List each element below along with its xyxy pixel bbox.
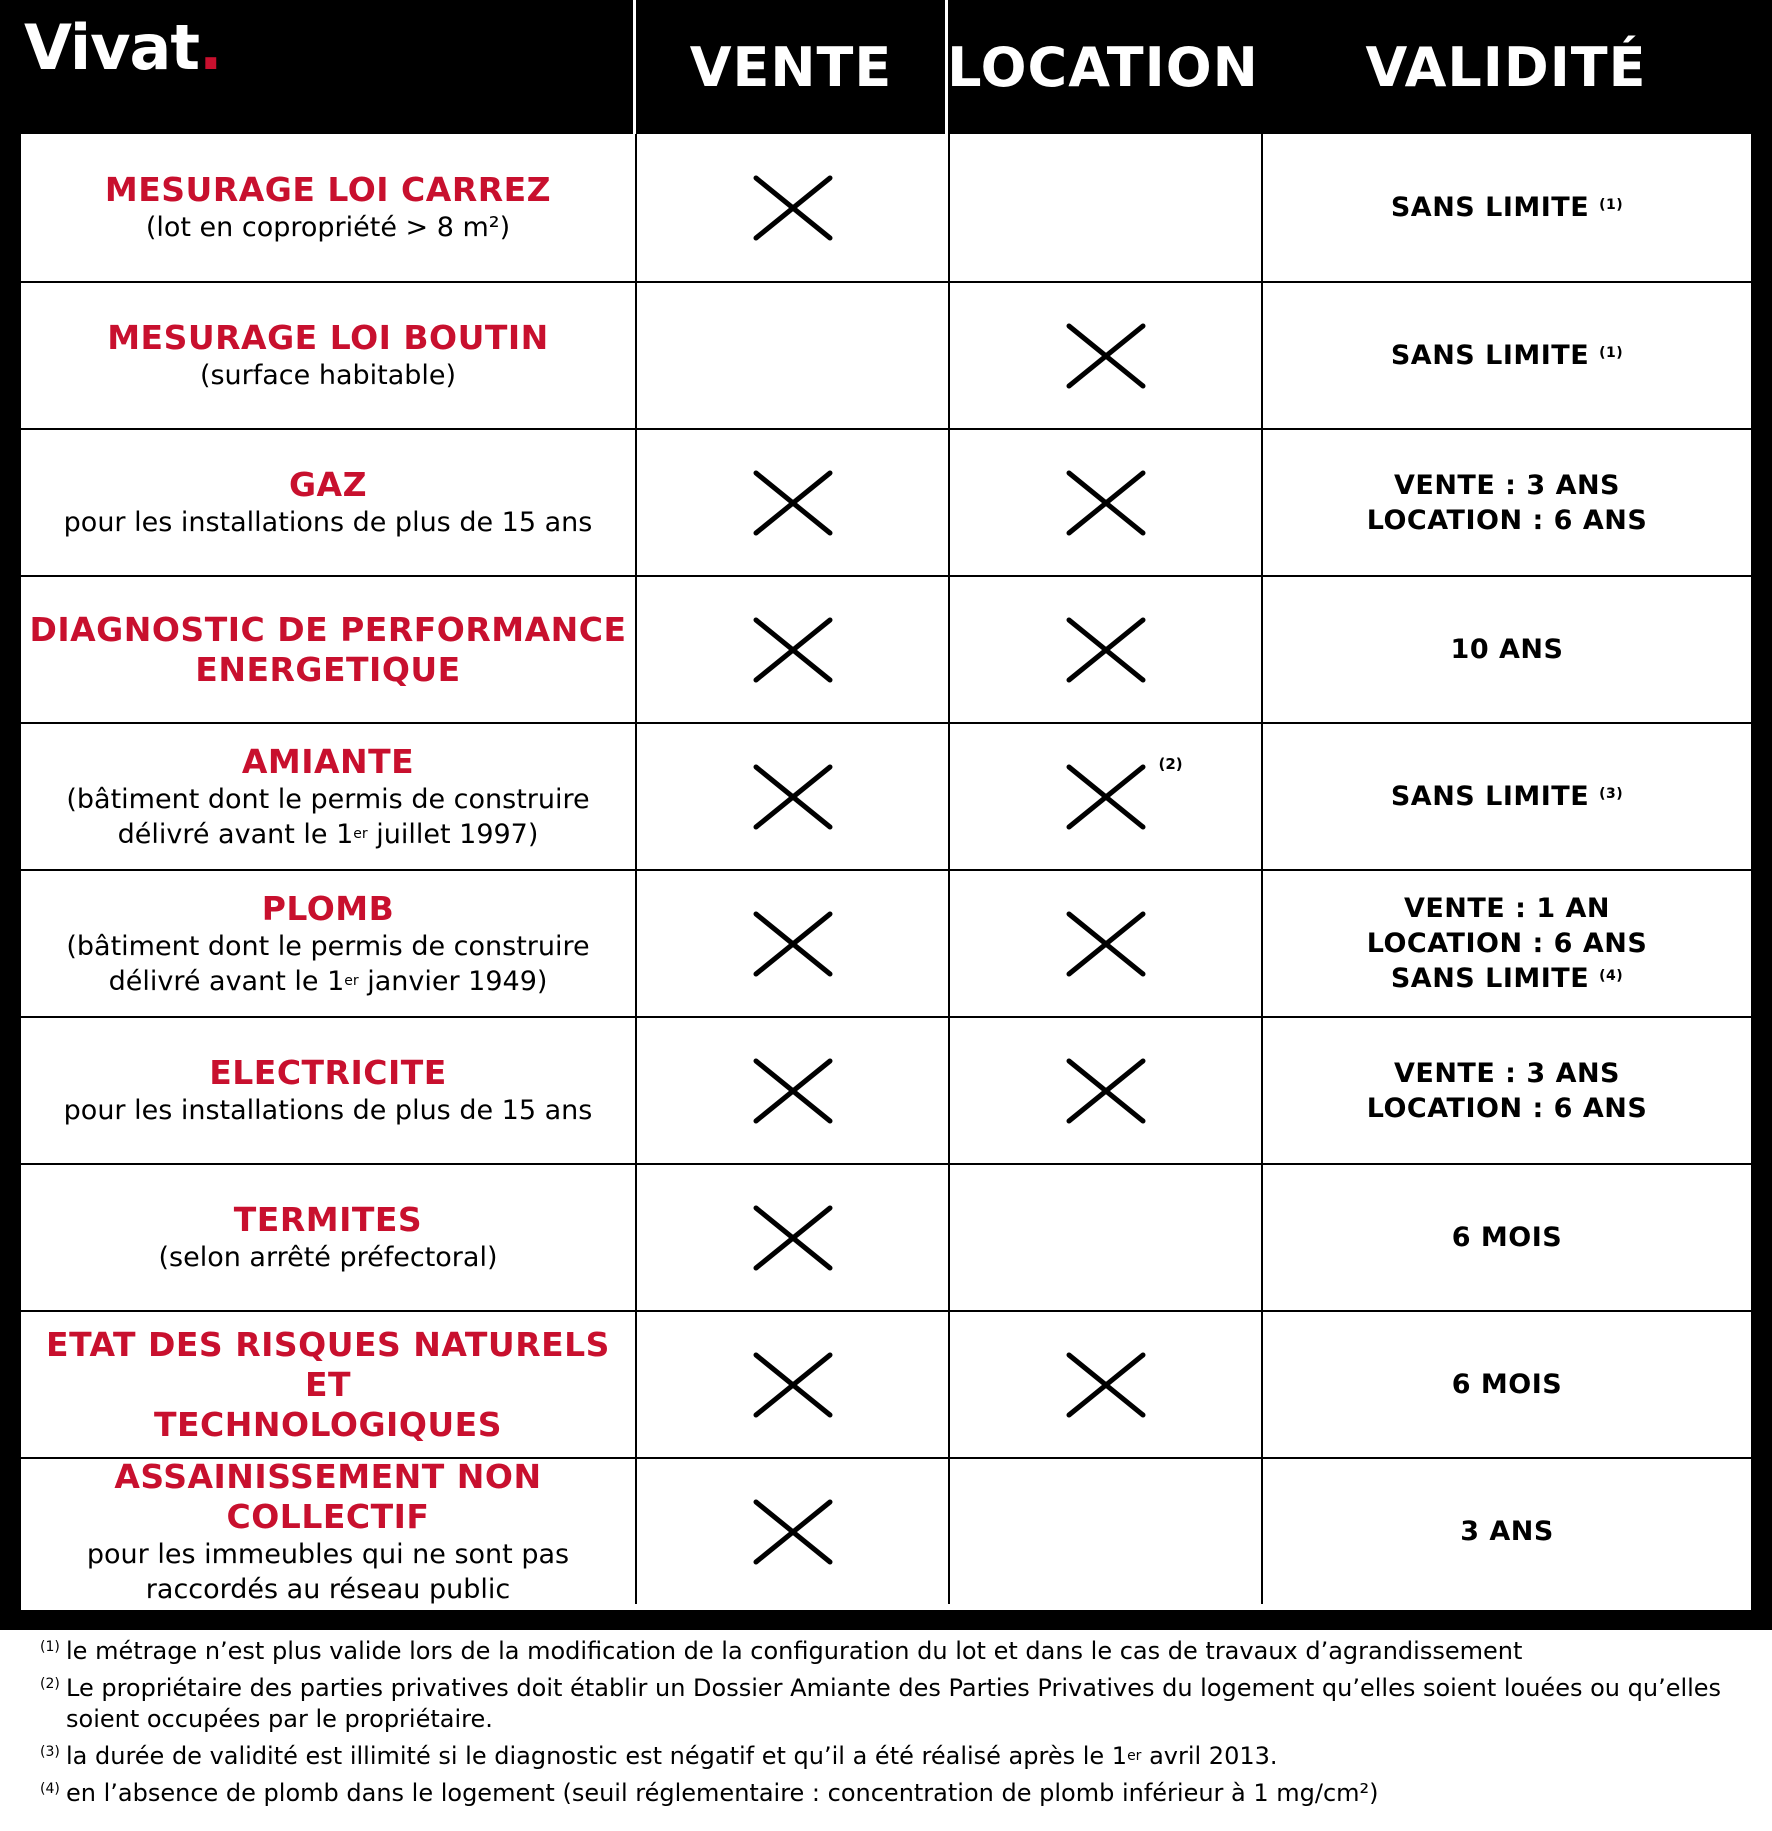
validity-text: SANS LIMITE: [1390, 963, 1590, 994]
table-row: [21, 1457, 1751, 1604]
diagnostic-subtitle-line2: [109, 964, 548, 999]
header-vente-label: VENTE: [689, 35, 893, 99]
logo-dot: .: [199, 11, 222, 84]
location-cell: [948, 1459, 1261, 1604]
diagnostic-title-line2: TECHNOLOGIQUES: [154, 1404, 502, 1444]
vente-cell: [635, 1459, 948, 1604]
validity-text: VENTE : 3 ANS: [1393, 1057, 1621, 1089]
validity-text: SANS LIMITE: [1390, 340, 1590, 371]
validity-line: [1367, 926, 1648, 961]
validity-cell: [1261, 1165, 1751, 1310]
table-row: [21, 1016, 1751, 1163]
footnote-text: en l’absence de plomb dans le logement (seuil réglementaire : concentration de plomb inférieur à 1 mg/cm²): [66, 1779, 1379, 1807]
validity-cell: [1261, 1018, 1751, 1163]
vente-cell: [635, 724, 948, 869]
header-location-label: LOCATION: [947, 35, 1259, 99]
vente-cell: [635, 430, 948, 575]
table-row: [21, 428, 1751, 575]
diagnostic-title: MESURAGE LOI CARREZ: [104, 170, 552, 209]
location-cell: [948, 430, 1261, 575]
table-row: [21, 1163, 1751, 1310]
diagnostic-cell: [21, 871, 635, 1016]
diagnostic-title: GAZ: [288, 465, 368, 504]
validity-line: [1394, 1056, 1620, 1091]
footnote-number: (3): [40, 1744, 60, 1760]
table-row: [21, 1310, 1751, 1457]
validity-cell: [1261, 430, 1751, 575]
vente-cell: [635, 134, 948, 281]
diagnostic-cell: [21, 134, 635, 281]
validity-line: [1460, 1514, 1554, 1549]
diagnostic-cell: [21, 1165, 635, 1310]
diagnostic-subtitle: (selon arrêté préfectoral): [158, 1242, 498, 1273]
footnote-number: (2): [40, 1676, 60, 1692]
cross-mark-icon: [1065, 1351, 1147, 1419]
header-validite-label: VALIDITÉ: [1365, 35, 1647, 99]
validity-line: [1394, 468, 1620, 503]
ordinal-superscript: er: [1127, 1748, 1142, 1764]
location-cell: [948, 577, 1261, 722]
location-cell: [948, 1165, 1261, 1310]
diagnostic-cell: [21, 1018, 635, 1163]
validity-text: 6 MOIS: [1451, 1222, 1563, 1253]
footnote-ref: (4): [1599, 968, 1624, 984]
diagnostic-subtitle-line2: [118, 817, 539, 852]
footnote-ref: (1): [1599, 345, 1624, 361]
table-row: [21, 134, 1751, 281]
location-cell: [948, 871, 1261, 1016]
logo-text: Vivat: [24, 11, 200, 84]
validity-text: 6 MOIS: [1451, 1369, 1563, 1400]
cross-mark-icon: [1065, 910, 1147, 978]
footnote-ref: (2): [1158, 754, 1183, 773]
validity-line: [1367, 1091, 1648, 1126]
diagnostic-cell: [21, 1456, 635, 1605]
footnote-ref: (1): [1599, 197, 1624, 213]
cross-mark-icon: [1065, 469, 1147, 537]
footnote-number: (1): [40, 1639, 60, 1655]
footnote-text: Le propriétaire des parties privatives doit établir un Dossier Amiante des Parties Privatives du logement qu’elles soient louées ou qu’elles soient occupées par le propriétaire.: [66, 1674, 1722, 1733]
cross-mark-icon: [752, 1204, 834, 1272]
validity-cell: [1261, 1312, 1751, 1457]
location-cell: [948, 283, 1261, 428]
location-cell: [948, 724, 1261, 869]
cross-mark-icon: [1065, 754, 1183, 831]
subtitle-text: délivré avant le 1: [117, 818, 354, 850]
diagnostic-cell: [21, 430, 635, 575]
validity-text: VENTE : 1 AN: [1403, 893, 1611, 924]
header-location: [947, 0, 1259, 134]
diagnostic-cell: [21, 1312, 635, 1457]
validity-line: [1451, 632, 1564, 667]
footnote-ref: (3): [1599, 786, 1624, 802]
validity-text: VENTE : 3 ANS: [1393, 469, 1621, 501]
footnote-text: avril 2013.: [1141, 1742, 1278, 1770]
cross-mark-icon: [752, 1057, 834, 1125]
validity-text: LOCATION : 6 ANS: [1366, 928, 1648, 959]
diagnostic-title: MESURAGE LOI BOUTIN: [107, 318, 549, 357]
validity-cell: [1261, 871, 1751, 1016]
table-row: [21, 281, 1751, 428]
cross-mark-icon: [1065, 322, 1147, 390]
validity-cell: [1261, 283, 1751, 428]
footnote: [40, 1778, 1740, 1809]
validity-text: 3 ANS: [1460, 1516, 1554, 1547]
location-cell: [948, 1018, 1261, 1163]
diagnostic-subtitle: (bâtiment dont le permis de construire: [66, 930, 590, 962]
diagnostic-title: ETAT DES RISQUES NATURELS ET: [46, 1324, 610, 1404]
validity-cell: [1261, 724, 1751, 869]
validity-text: 10 ANS: [1450, 634, 1564, 665]
cross-mark-icon: [752, 1351, 834, 1419]
diagnostic-title: ELECTRICITE: [209, 1053, 447, 1092]
validity-text: SANS LIMITE: [1390, 781, 1590, 812]
ordinal-superscript: er: [344, 972, 359, 989]
validity-line: [1391, 338, 1623, 373]
validity-line: [1391, 779, 1623, 814]
header-vente: [635, 0, 947, 134]
location-cell: [948, 1312, 1261, 1457]
validity-text: LOCATION : 6 ANS: [1366, 1092, 1648, 1124]
diagnostic-title: ASSAINISSEMENT NON COLLECTIF: [114, 1456, 542, 1536]
location-cell: [948, 134, 1261, 281]
diagnostic-cell: [21, 577, 635, 722]
validity-cell: [1261, 134, 1751, 281]
vente-cell: [635, 1312, 948, 1457]
diagnostic-subtitle: pour les immeubles qui ne sont pas: [86, 1538, 570, 1570]
diagnostic-subtitle: pour les installations de plus de 15 ans: [63, 507, 593, 538]
cross-mark-icon: [752, 1498, 834, 1566]
table-row: [21, 575, 1751, 722]
footnote-text: la durée de validité est illimité si le diagnostic est négatif et qu’il a été réalisé après le 1: [66, 1742, 1128, 1770]
vente-cell: [635, 1165, 948, 1310]
validity-line: [1452, 1220, 1563, 1255]
vente-cell: [635, 871, 948, 1016]
table-row: [21, 869, 1751, 1016]
validity-line: [1391, 961, 1623, 996]
diagnostic-title: AMIANTE: [241, 741, 415, 781]
diagnostic-subtitle: (lot en copropriété > 8 m²): [145, 212, 511, 243]
validity-text: SANS LIMITE: [1390, 192, 1590, 223]
ordinal-superscript: er: [353, 825, 368, 842]
diagnostic-subtitle: pour les installations de plus de 15 ans: [63, 1095, 593, 1126]
diagnostic-cell: [21, 283, 635, 428]
validity-line: [1367, 503, 1648, 538]
table-row: [21, 722, 1751, 869]
validity-text: LOCATION : 6 ANS: [1366, 504, 1648, 536]
diagnostic-title: PLOMB: [261, 888, 395, 928]
vente-cell: [635, 1018, 948, 1163]
vivat-logo: [24, 12, 222, 84]
cross-mark-icon: [752, 910, 834, 978]
diagnostic-subtitle: (bâtiment dont le permis de construire: [66, 783, 590, 815]
footnote: [40, 1636, 1740, 1667]
footnote-text: le métrage n’est plus valide lors de la modification de la configuration du lot et dans le cas de travaux d’agrandissement: [66, 1637, 1523, 1665]
cross-mark-icon: [752, 174, 834, 242]
diagnostic-title: DIAGNOSTIC DE PERFORMANCE: [29, 609, 627, 649]
cross-mark-icon: [752, 469, 834, 537]
validity-cell: [1261, 1459, 1751, 1604]
diagnostic-subtitle-line2: [146, 1572, 510, 1607]
subtitle-text: délivré avant le 1: [108, 965, 345, 997]
cross-mark-icon: [752, 763, 834, 831]
subtitle-text: juillet 1997): [367, 818, 539, 850]
validity-cell: [1261, 577, 1751, 722]
cross-mark-icon: [1065, 1057, 1147, 1125]
subtitle-text: janvier 1949): [358, 965, 548, 997]
footnote-number: (4): [40, 1781, 60, 1797]
vente-cell: [635, 577, 948, 722]
validity-line: [1452, 1367, 1563, 1402]
diagnostic-title-line2: ENERGETIQUE: [195, 649, 461, 689]
vente-cell: [635, 283, 948, 428]
validity-line: [1404, 891, 1610, 926]
diagnostics-table: [21, 134, 1751, 1610]
footnotes: [40, 1636, 1740, 1815]
diagnostic-title: TERMITES: [233, 1200, 423, 1239]
diagnostic-subtitle: (surface habitable): [199, 360, 457, 391]
subtitle-text: raccordés au réseau public: [145, 1573, 511, 1605]
cross-mark-icon: [1065, 616, 1147, 684]
footnote: [40, 1673, 1740, 1735]
cross-mark-icon: [752, 616, 834, 684]
diagnostic-cell: [21, 724, 635, 869]
footnote: [40, 1741, 1740, 1772]
header-validite: [1261, 0, 1751, 134]
validity-line: [1391, 190, 1623, 225]
